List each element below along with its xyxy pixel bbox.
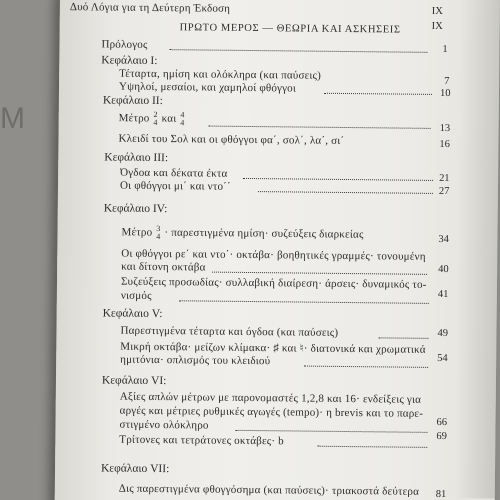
dot-leader [235, 430, 427, 433]
left-page-edge-glyph: M [0, 102, 25, 135]
toc-page-number: 49 [437, 327, 449, 340]
toc-entry-text: Όγδοα και δέκατα έκτα [120, 166, 228, 180]
toc-entry-continued [121, 261, 206, 274]
dot-leader [169, 49, 427, 53]
toc-page-number: IX [431, 20, 443, 33]
dot-leader [317, 446, 427, 448]
chapter-title: Κεφάλαιο IV: [103, 202, 168, 216]
toc-page-number: 66 [436, 416, 448, 429]
toc-entry-second-edition [70, 1, 230, 15]
toc-entry-continued [120, 405, 424, 420]
toc-entry [119, 68, 321, 82]
toc-page-number: 16 [439, 138, 451, 151]
time-signature: 4 4 [180, 110, 185, 128]
toc-entry [120, 325, 338, 339]
toc-entry-text: Πρόλογος [101, 38, 148, 51]
chapter-title: Κεφάλαιο VII: [100, 462, 170, 476]
time-signature: 3 4 [156, 224, 161, 242]
toc-page-number: 34 [438, 233, 450, 246]
toc-entry-meter-2-4-4-4 [119, 111, 186, 128]
dot-leader [258, 191, 433, 194]
toc-entry-text: και δίτονη οκτάβα [121, 260, 206, 274]
chapter-title: Κεφάλαιο I: [101, 54, 158, 68]
toc-entry-continued [119, 419, 208, 432]
toc-page-number: 54 [437, 352, 448, 365]
toc-entry-text: Μέτρο [121, 226, 153, 239]
chapter-title: Κεφάλαιο V: [102, 307, 163, 321]
chapter-title: Κεφάλαιο VI: [101, 374, 167, 388]
toc-entry-text: Κλειδί του Σολ και οι φθόγγοι φα΄, σολ΄, λα΄, σι΄ [118, 132, 345, 147]
toc-entry-text: Δις παρεστιγμένα φθογγόσημα (και παύσεις)· τριακοστά δεύτερα [118, 482, 420, 498]
toc-entry-meter-3-4 [121, 225, 363, 244]
toc-entry-continued [121, 290, 152, 302]
toc-entry-text: νισμός [120, 289, 152, 302]
toc-page-number: 40 [438, 263, 449, 276]
toc-entry-prologue [101, 38, 147, 50]
toc-entry-text: Δυό Λόγια για τη Δεύτερη Έκδοση [69, 1, 231, 15]
toc-entry-text: αργές και μέτριες ρυθμικές αγωγές (tempo)· η brevis και το παρε- [119, 404, 424, 420]
toc-entry-text: Παρεστιγμένα τέταρτα και όγδοα (και παύσεις) [120, 324, 339, 339]
toc-entry-continued [120, 354, 270, 368]
table-of-contents-page [55, 0, 500, 500]
toc-page-number: 69 [436, 430, 447, 443]
toc-entry [119, 434, 284, 448]
toc-entry [121, 276, 427, 291]
part-title: ΠΡΩΤΟ ΜΕΡΟΣ — ΘΕΩΡΙΑ ΚΑΙ ΑΣΚΗΣΕΙΣ [179, 22, 401, 36]
toc-page-number: 1 [442, 44, 448, 56]
toc-entry-text: Τρίτονες και τετράτονες οκτάβες· b [119, 433, 284, 448]
toc-entry [119, 483, 419, 498]
toc-page-number: 81 [435, 488, 447, 500]
dot-leader [209, 126, 431, 129]
toc-entry [118, 133, 344, 147]
toc-entry-text: ημιτόνια· οπλισμός του κλειδιού [120, 353, 271, 368]
chapter-title: Κεφάλαιο II: [102, 94, 163, 108]
toc-entry-text: Οι φθόγγοι μι΄ και ντο΄΄ [119, 179, 231, 193]
toc-page-number: 13 [439, 122, 451, 135]
dot-leader [179, 300, 429, 304]
toc-entry-text: Τέταρτα, ημίση και ολόκληρα (και παύσεις) [119, 67, 322, 82]
dot-leader [304, 366, 428, 368]
toc-entry [120, 391, 421, 406]
toc-page-number: 21 [439, 172, 450, 185]
toc-page-number: 27 [438, 185, 450, 198]
toc-entry-text: Μικρή οκτάβα· μείζων κλίμακα· ♯ και ♮· διατονικά και χρωματικά [120, 340, 426, 356]
page-shadow [455, 0, 500, 499]
toc-page-number: 10 [439, 87, 451, 100]
toc-entry-text: Συζεύξεις προσωδίας· συλλαβική διαίρεση· άρσεις· δυναμικός το- [120, 275, 427, 291]
dot-leader [378, 337, 428, 339]
dot-leader [324, 93, 432, 95]
chapter-title: Κεφάλαιο III: [104, 151, 169, 165]
dot-leader [243, 178, 433, 181]
toc-entry-text: Οι φθόγγοι ρε΄ και ντο΄· οκτάβα· βοηθητικές γραμμές· τονουμένη [121, 247, 426, 263]
toc-entry [120, 167, 228, 180]
toc-entry-text: Υψηλοί, μεσαίοι, και χαμηλοί φθόγγοι [118, 80, 297, 95]
toc-entry [120, 180, 231, 193]
toc-entry-text: · παρεστιγμένα ημίση· συζεύξεις διαρκείας [164, 226, 364, 241]
toc-entry-text: Αξίες απλών μέτρων με παρονομαστές 1,2,8 και 16· ενδείξεις για [119, 390, 422, 406]
time-signature: 2 4 [153, 109, 158, 128]
toc-page-number: 41 [437, 288, 449, 301]
dot-leader [212, 272, 427, 275]
toc-page-number: IX [431, 5, 443, 18]
toc-entry [119, 81, 296, 95]
toc-entry-text: και [161, 112, 177, 125]
toc-entry-text: Μέτρο [118, 112, 150, 125]
toc-page-number: 7 [444, 76, 450, 88]
toc-entry-text: στιγμένο ολόκληρο [119, 418, 209, 432]
